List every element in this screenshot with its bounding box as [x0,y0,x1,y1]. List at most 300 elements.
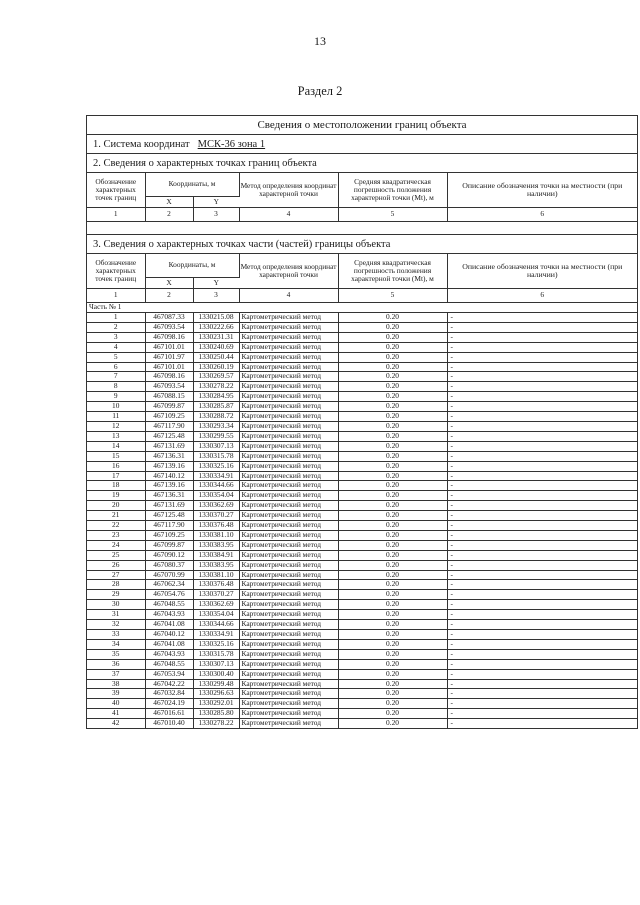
error: 0.20 [338,719,447,729]
method: Картометрический метод [239,501,338,511]
description: - [447,649,637,659]
table-row [87,421,637,431]
col-number: 1 [87,208,145,222]
coord-y: 1330376.48 [193,521,239,531]
coord-x: 467043.93 [145,649,193,659]
description: - [447,392,637,402]
table-title: Сведения о местоположении границ объекта [87,116,637,135]
coord-x: 467041.08 [145,620,193,630]
coord-x: 467062.34 [145,580,193,590]
method: Картометрический метод [239,441,338,451]
error: 0.20 [338,679,447,689]
section2-header-row-1 [87,173,637,197]
description: - [447,491,637,501]
method: Картометрический метод [239,600,338,610]
section-title: Раздел 2 [297,84,343,98]
table-row [87,540,637,550]
coord-y: 1330296.63 [193,689,239,699]
error: 0.20 [338,669,447,679]
coord-y: 1330370.27 [193,590,239,600]
table-row [87,491,637,501]
coord-y: 1330278.22 [193,382,239,392]
point-number: 3 [87,332,145,342]
coord-x: 467136.31 [145,491,193,501]
description: - [447,362,637,372]
method: Картометрический метод [239,322,338,332]
table-row [87,441,637,451]
error: 0.20 [338,521,447,531]
error: 0.20 [338,421,447,431]
table-row [87,511,637,521]
table-row [87,570,637,580]
coord-x: 467125.48 [145,431,193,441]
method: Картометрический метод [239,659,338,669]
description: - [447,322,637,332]
error: 0.20 [338,382,447,392]
method: Картометрический метод [239,550,338,560]
error: 0.20 [338,699,447,709]
table-row [87,600,637,610]
coord-x: 467087.33 [145,313,193,323]
table-row [87,412,637,422]
description: - [447,511,637,521]
point-number: 20 [87,501,145,511]
error: 0.20 [338,362,447,372]
col-error: Средняя квадратическая погрешность положения характерной точки (Mt), м [338,173,447,208]
coord-x: 467131.69 [145,501,193,511]
description: - [447,699,637,709]
coord-x: 467040.12 [145,630,193,640]
error: 0.20 [338,352,447,362]
point-number: 23 [87,530,145,540]
col-error: Средняя квадратическая погрешность положения характерной точки (Mt), м [338,254,447,289]
method: Картометрический метод [239,639,338,649]
point-number: 15 [87,451,145,461]
coord-x: 467139.16 [145,481,193,491]
error: 0.20 [338,491,447,501]
table-row [87,372,637,382]
section2-number-row [87,208,637,222]
section3-heading: 3. Сведения о характерных точках части (частей) границы объекта [87,235,637,254]
table-row [87,313,637,323]
error: 0.20 [338,600,447,610]
point-number: 13 [87,431,145,441]
description: - [447,372,637,382]
coord-y: 1330231.31 [193,332,239,342]
col-designation: Обозначение характерных точек границ [87,254,145,289]
table-row [87,649,637,659]
coord-y: 1330315.78 [193,649,239,659]
point-number: 10 [87,402,145,412]
col-coordinates: Координаты, м [145,254,239,278]
table-row [87,689,637,699]
coord-x: 467117.90 [145,421,193,431]
table-row [87,431,637,441]
description: - [447,560,637,570]
part-label: Часть № 1 [87,303,637,313]
description: - [447,689,637,699]
coord-x: 467090.12 [145,550,193,560]
coord-y: 1330381.10 [193,530,239,540]
table-row [87,342,637,352]
method: Картометрический метод [239,421,338,431]
description: - [447,313,637,323]
point-number: 42 [87,719,145,729]
error: 0.20 [338,709,447,719]
coord-x: 467093.54 [145,322,193,332]
coord-x: 467070.99 [145,570,193,580]
point-number: 37 [87,669,145,679]
coord-y: 1330334.91 [193,471,239,481]
description: - [447,540,637,550]
coord-x: 467139.16 [145,461,193,471]
table-row [87,620,637,630]
coord-x: 467048.55 [145,659,193,669]
table-row [87,560,637,570]
coord-x: 467032.84 [145,689,193,699]
coord-x: 467048.55 [145,600,193,610]
coord-y: 1330307.13 [193,441,239,451]
page-number: 13 [314,34,326,48]
error: 0.20 [338,501,447,511]
description: - [447,570,637,580]
method: Картометрический метод [239,412,338,422]
method: Картометрический метод [239,709,338,719]
point-number: 16 [87,461,145,471]
error: 0.20 [338,461,447,471]
point-number: 2 [87,322,145,332]
point-number: 36 [87,659,145,669]
coord-x: 467099.87 [145,402,193,412]
coord-x: 467101.01 [145,342,193,352]
description: - [447,669,637,679]
error: 0.20 [338,540,447,550]
col-y: Y [193,278,239,289]
table-row [87,501,637,511]
point-number: 6 [87,362,145,372]
description: - [447,461,637,471]
table-row [87,610,637,620]
point-number: 35 [87,649,145,659]
point-number: 9 [87,392,145,402]
coord-y: 1330284.95 [193,392,239,402]
method: Картометрический метод [239,679,338,689]
method: Картометрический метод [239,332,338,342]
coord-x: 467080.37 [145,560,193,570]
description: - [447,382,637,392]
point-number: 19 [87,491,145,501]
method: Картометрический метод [239,451,338,461]
table-row [87,402,637,412]
coord-y: 1330240.69 [193,342,239,352]
description: - [447,550,637,560]
coord-system-row [87,135,637,154]
table-row [87,580,637,590]
col-method: Метод определения координат характерной точки [239,254,338,289]
error: 0.20 [338,560,447,570]
coord-y: 1330288.72 [193,412,239,422]
point-number: 24 [87,540,145,550]
method: Картометрический метод [239,402,338,412]
table-row [87,530,637,540]
point-number: 8 [87,382,145,392]
col-number: 3 [193,208,239,222]
col-designation: Обозначение характерных точек границ [87,173,145,208]
coord-y: 1330292.01 [193,699,239,709]
table-row [87,392,637,402]
method: Картометрический метод [239,372,338,382]
method: Картометрический метод [239,669,338,679]
section3-header-row-1 [87,254,637,278]
point-number: 11 [87,412,145,422]
col-number: 5 [338,289,447,303]
error: 0.20 [338,550,447,560]
description: - [447,521,637,531]
error: 0.20 [338,689,447,699]
description: - [447,402,637,412]
coord-x: 467053.94 [145,669,193,679]
error: 0.20 [338,639,447,649]
method: Картометрический метод [239,580,338,590]
method: Картометрический метод [239,481,338,491]
method: Картометрический метод [239,362,338,372]
coord-x: 467093.54 [145,382,193,392]
error: 0.20 [338,431,447,441]
coord-y: 1330354.04 [193,610,239,620]
point-number: 30 [87,600,145,610]
error: 0.20 [338,570,447,580]
error: 0.20 [338,649,447,659]
method: Картометрический метод [239,491,338,501]
point-number: 26 [87,560,145,570]
part-row [87,303,637,313]
section2-heading: 2. Сведения о характерных точках границ объекта [87,154,637,173]
table-row [87,461,637,471]
coord-y: 1330325.16 [193,461,239,471]
error: 0.20 [338,412,447,422]
coord-x: 467010.40 [145,719,193,729]
coord-y: 1330260.19 [193,362,239,372]
col-number: 1 [87,289,145,303]
method: Картометрический метод [239,689,338,699]
method: Картометрический метод [239,699,338,709]
col-description: Описание обозначения точки на местности (при наличии) [447,173,637,208]
point-number: 31 [87,610,145,620]
point-number: 17 [87,471,145,481]
empty-row [87,222,637,235]
description: - [447,412,637,422]
col-number: 2 [145,289,193,303]
coord-y: 1330285.87 [193,402,239,412]
coord-x: 467042.22 [145,679,193,689]
description: - [447,501,637,511]
error: 0.20 [338,630,447,640]
description: - [447,421,637,431]
method: Картометрический метод [239,342,338,352]
table-row [87,719,637,729]
col-description: Описание обозначения точки на местности (при наличии) [447,254,637,289]
table-row [87,699,637,709]
description: - [447,481,637,491]
coord-x: 467099.87 [145,540,193,550]
point-number: 25 [87,550,145,560]
coord-x: 467131.69 [145,441,193,451]
description: - [447,600,637,610]
description: - [447,709,637,719]
table-row [87,471,637,481]
coord-y: 1330269.57 [193,372,239,382]
error: 0.20 [338,392,447,402]
method: Картометрический метод [239,570,338,580]
section3-table [87,254,637,729]
description: - [447,451,637,461]
method: Картометрический метод [239,382,338,392]
coord-y: 1330381.10 [193,570,239,580]
method: Картометрический метод [239,719,338,729]
col-number: 6 [447,208,637,222]
point-number: 21 [87,511,145,521]
coord-x: 467088.15 [145,392,193,402]
coord-x: 467024.19 [145,699,193,709]
method: Картометрический метод [239,471,338,481]
coord-y: 1330300.40 [193,669,239,679]
coord-x: 467117.90 [145,521,193,531]
col-method: Метод определения координат характерной точки [239,173,338,208]
boundary-info-table [86,115,638,729]
method: Картометрический метод [239,511,338,521]
point-number: 14 [87,441,145,451]
point-number: 18 [87,481,145,491]
coord-y: 1330334.91 [193,630,239,640]
col-number: 5 [338,208,447,222]
coord-y: 1330325.16 [193,639,239,649]
description: - [447,610,637,620]
coord-y: 1330383.95 [193,560,239,570]
description: - [447,630,637,640]
method: Картометрический метод [239,461,338,471]
point-number: 39 [87,689,145,699]
coord-x: 467109.25 [145,530,193,540]
error: 0.20 [338,372,447,382]
coord-x: 467109.25 [145,412,193,422]
table-row [87,679,637,689]
point-number: 27 [87,570,145,580]
point-number: 12 [87,421,145,431]
table-row [87,709,637,719]
coord-system-label: 1. Система координат [93,138,190,150]
description: - [447,679,637,689]
point-rows [87,313,637,729]
table-row [87,362,637,372]
coord-x: 467016.61 [145,709,193,719]
point-number: 40 [87,699,145,709]
table-row [87,550,637,560]
error: 0.20 [338,332,447,342]
coord-y: 1330315.78 [193,451,239,461]
description: - [447,332,637,342]
table-row [87,521,637,531]
description: - [447,471,637,481]
error: 0.20 [338,620,447,630]
coord-x: 467101.01 [145,362,193,372]
coord-y: 1330307.13 [193,659,239,669]
table-row [87,332,637,342]
method: Картометрический метод [239,540,338,550]
error: 0.20 [338,402,447,412]
coord-y: 1330344.66 [193,481,239,491]
description: - [447,530,637,540]
table-row [87,322,637,332]
error: 0.20 [338,313,447,323]
error: 0.20 [338,451,447,461]
point-number: 32 [87,620,145,630]
coord-y: 1330383.95 [193,540,239,550]
description: - [447,639,637,649]
coord-x: 467098.16 [145,372,193,382]
coord-y: 1330384.91 [193,550,239,560]
point-number: 7 [87,372,145,382]
error: 0.20 [338,342,447,352]
coord-y: 1330299.48 [193,679,239,689]
col-number: 3 [193,289,239,303]
coord-y: 1330293.34 [193,421,239,431]
table-row [87,590,637,600]
point-number: 5 [87,352,145,362]
point-number: 41 [87,709,145,719]
description: - [447,352,637,362]
col-coordinates: Координаты, м [145,173,239,197]
error: 0.20 [338,610,447,620]
description: - [447,580,637,590]
coord-y: 1330376.48 [193,580,239,590]
description: - [447,441,637,451]
col-x: X [145,197,193,208]
coord-x: 467136.31 [145,451,193,461]
table-row [87,382,637,392]
coord-y: 1330344.66 [193,620,239,630]
description: - [447,719,637,729]
coord-y: 1330299.55 [193,431,239,441]
coord-y: 1330354.04 [193,491,239,501]
coord-x: 467101.97 [145,352,193,362]
error: 0.20 [338,590,447,600]
coord-x: 467140.12 [145,471,193,481]
method: Картометрический метод [239,431,338,441]
point-number: 4 [87,342,145,352]
section2-table [87,173,637,222]
point-number: 29 [87,590,145,600]
coord-system-value: МСК-36 зона 1 [197,138,266,150]
method: Картометрический метод [239,392,338,402]
coord-y: 1330278.22 [193,719,239,729]
col-number: 2 [145,208,193,222]
point-number: 34 [87,639,145,649]
table-row [87,352,637,362]
method: Картометрический метод [239,590,338,600]
description: - [447,431,637,441]
coord-y: 1330370.27 [193,511,239,521]
section3-number-row [87,289,637,303]
table-row [87,659,637,669]
description: - [447,342,637,352]
coord-x: 467098.16 [145,332,193,342]
method: Картометрический метод [239,530,338,540]
point-number: 22 [87,521,145,531]
error: 0.20 [338,471,447,481]
point-number: 38 [87,679,145,689]
coord-y: 1330285.80 [193,709,239,719]
col-y: Y [193,197,239,208]
